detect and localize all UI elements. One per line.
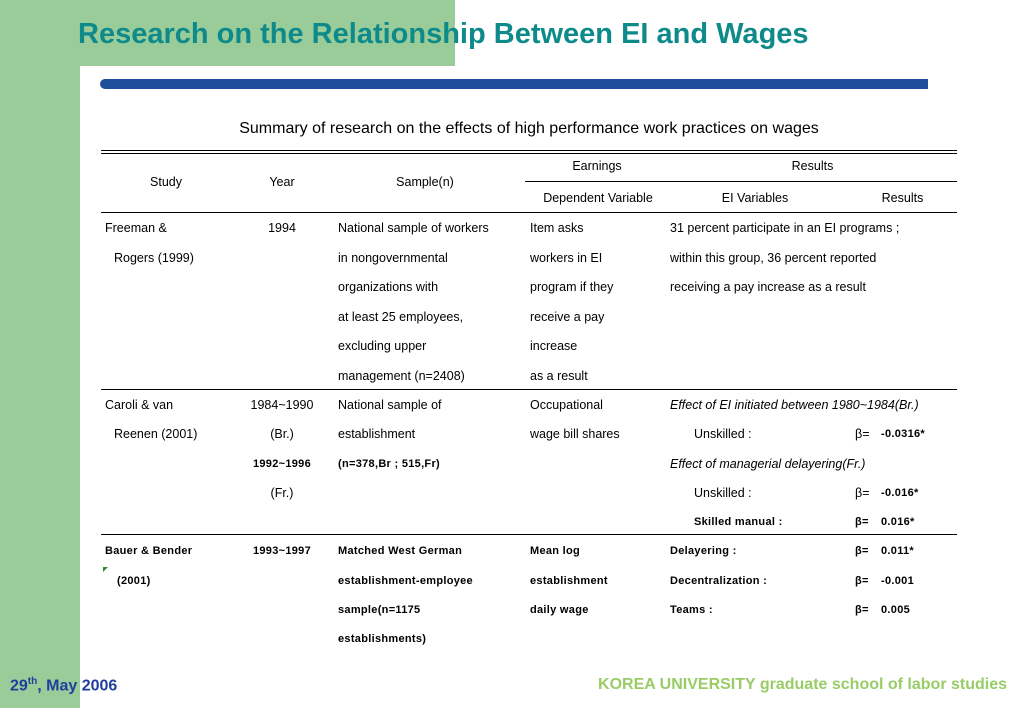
row1-sample-line6: management (n=2408) xyxy=(338,369,465,383)
row2-var3-label: Skilled manual : xyxy=(694,516,783,528)
row2-var2-beta: β= xyxy=(855,486,870,500)
header-results-group: Results xyxy=(791,159,834,173)
row2-var2-value: -0.016* xyxy=(881,487,919,499)
row2-dependent-line1: Occupational xyxy=(530,398,603,412)
row1-dependent-line2: workers in EI xyxy=(530,251,603,265)
header-study: Study xyxy=(150,175,182,189)
row3-sample-line1: Matched West German xyxy=(338,545,463,557)
row3-study-line2: (2001) xyxy=(117,575,151,587)
green-side-panel xyxy=(0,0,80,708)
header-bottom-rule xyxy=(101,212,957,213)
bullet-mark-icon xyxy=(103,567,108,572)
row2-study-line1: Caroli & van xyxy=(105,398,174,412)
row1-dependent-line5: increase xyxy=(530,339,578,353)
row2-sample-line2: establishment xyxy=(338,427,416,441)
row3-sample-line3: sample(n=1175 xyxy=(338,604,421,616)
row2-var1-value: -0.0316* xyxy=(881,428,925,440)
header-year: Year xyxy=(269,175,295,189)
row1-sample-line5: excluding upper xyxy=(338,339,427,353)
footer-date-rest: , May 2006 xyxy=(37,677,118,695)
row3-dependent-line3: daily wage xyxy=(530,604,589,616)
row3-var1-beta: β= xyxy=(855,545,869,557)
table-top-rule xyxy=(101,150,957,154)
row3-var3-value: 0.005 xyxy=(881,604,911,616)
row3-var1-label: Delayering : xyxy=(670,545,737,557)
row1-result-line2: within this group, 36 percent reported xyxy=(670,251,877,265)
row3-study-line1: Bauer & Bender xyxy=(105,545,193,557)
row3-dependent-line2: establishment xyxy=(530,575,608,587)
header-results: Results xyxy=(881,191,924,205)
row3-var1-value: 0.011* xyxy=(881,545,915,557)
row2-var1-label: Unskilled : xyxy=(694,427,752,441)
row1-sample-line1: National sample of workers xyxy=(338,221,489,235)
row2-sample-line3: (n=378,Br ; 515,Fr) xyxy=(338,458,440,470)
footer-date-day: 29 xyxy=(10,677,28,695)
row3-sample-line4: establishments) xyxy=(338,633,427,645)
row2-year-line3: 1992~1996 xyxy=(252,458,312,470)
footer-organization: KOREA UNIVERSITY graduate school of labor studies xyxy=(598,676,1007,693)
footer-date-suffix: th xyxy=(27,676,38,687)
row3-var2-value: -0.001 xyxy=(881,575,914,587)
row2-var1-beta: β= xyxy=(855,427,870,441)
row1-dependent-line1: Item asks xyxy=(530,221,584,235)
header-earnings: Earnings xyxy=(572,159,622,173)
row1-result-line1: 31 percent participate in an EI programs ; xyxy=(670,221,900,235)
slide-title: Research on the Relationship Between EI and Wages xyxy=(78,18,809,50)
row1-dependent-line3: program if they xyxy=(530,280,614,294)
row1-sample-line4: at least 25 employees, xyxy=(338,310,464,324)
row2-year-line1: 1984~1990 xyxy=(250,398,314,412)
row1-study-line2: Rogers (1999) xyxy=(114,251,194,265)
row2-year-line4: (Fr.) xyxy=(270,486,294,500)
row2-year-line2: (Br.) xyxy=(270,427,294,441)
row2-effect2: Effect of managerial delayering(Fr.) xyxy=(670,457,866,471)
footer-date xyxy=(10,676,117,695)
row2-effect1: Effect of EI initiated between 1980~1984(Br.) xyxy=(670,398,919,412)
row2-var3-beta: β= xyxy=(855,516,869,528)
row-divider-1 xyxy=(101,389,957,390)
title-underline-bar xyxy=(100,79,928,89)
row2-sample-line1: National sample of xyxy=(338,398,442,412)
row1-sample-line2: in nongovernmental xyxy=(338,251,448,265)
row1-dependent-line4: receive a pay xyxy=(530,310,605,324)
header-ei-variables: EI Variables xyxy=(721,191,789,205)
row3-year: 1993~1997 xyxy=(252,545,312,557)
row3-dependent-line1: Mean log xyxy=(530,545,581,557)
row1-year: 1994 xyxy=(268,221,296,235)
row2-dependent-line2: wage bill shares xyxy=(530,427,620,441)
header-sample: Sample(n) xyxy=(396,175,454,189)
row3-var2-beta: β= xyxy=(855,575,869,587)
row2-var3-value: 0.016* xyxy=(881,516,915,528)
header-dependent-variable: Dependent Variable xyxy=(543,191,653,205)
row3-var3-beta: β= xyxy=(855,604,869,616)
row3-var2-label: Decentralization : xyxy=(670,575,768,587)
earnings-results-divider xyxy=(525,181,957,182)
row3-sample-line2: establishment-employee xyxy=(338,575,473,587)
row2-study-line2: Reenen (2001) xyxy=(114,427,198,441)
table-caption: Summary of research on the effects of high performance work practices on wages xyxy=(239,120,819,137)
row1-sample-line3: organizations with xyxy=(338,280,439,294)
row-divider-2 xyxy=(101,534,957,535)
row1-result-line3: receiving a pay increase as a result xyxy=(670,280,866,294)
row1-study-line1: Freeman & xyxy=(105,221,167,235)
row3-var3-label: Teams : xyxy=(670,604,713,616)
row2-var2-label: Unskilled : xyxy=(694,486,752,500)
row1-dependent-line6: as a result xyxy=(530,369,588,383)
